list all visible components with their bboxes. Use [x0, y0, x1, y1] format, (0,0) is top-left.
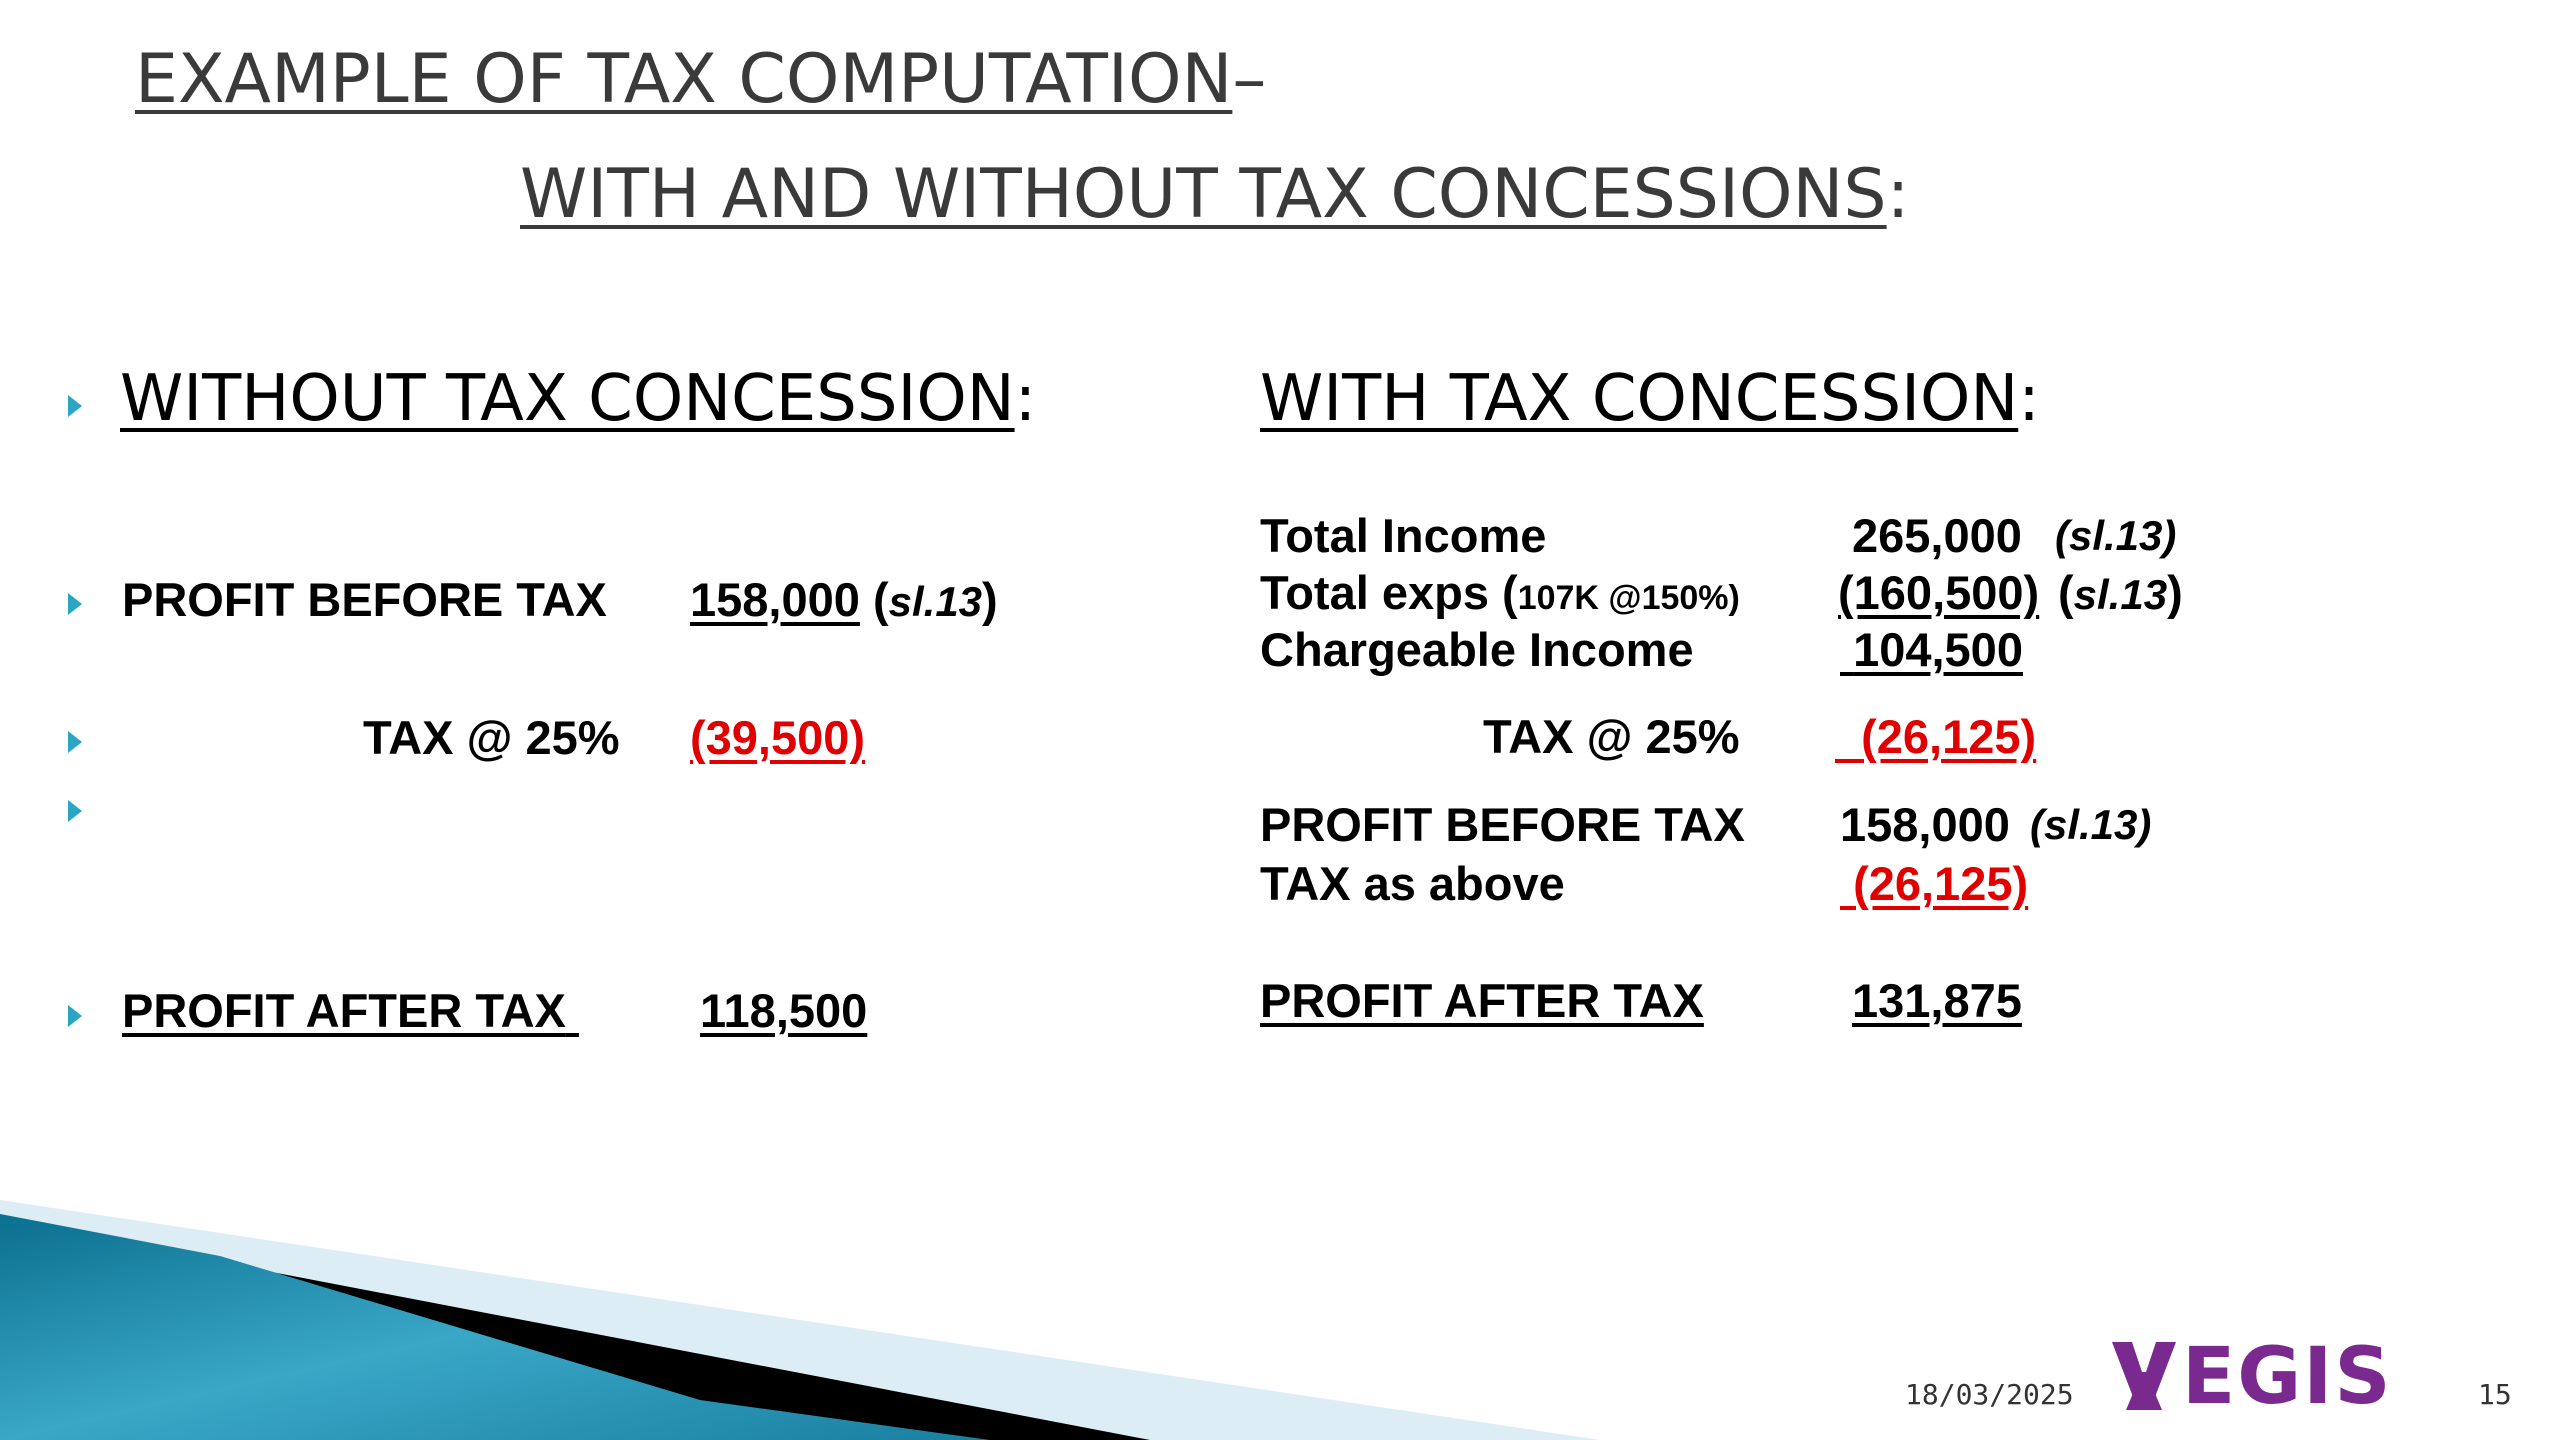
left-pat-value: 118,500: [700, 984, 868, 1037]
total-exps-label-group: [1260, 565, 1740, 620]
title-line2-suffix: :: [1886, 155, 1910, 234]
tax-as-above-value-text: (26,125): [1853, 857, 2029, 910]
aegis-logo-mark-icon: [2112, 1342, 2176, 1410]
right-heading-text: WITH TAX CONCESSION: [1260, 362, 2019, 436]
total-exps-note: 107K @150%): [1517, 579, 1740, 617]
right-pbt-label: PROFIT BEFORE TAX: [1260, 798, 1745, 851]
footer-date: 18/03/2025: [1905, 1378, 2074, 1411]
right-pbt-value: 158,000: [1840, 798, 2010, 851]
bullet-icon: [68, 731, 82, 753]
left-pbt-ref-open: (: [872, 573, 889, 626]
right-heading: [1260, 362, 2040, 436]
bullet-icon: [68, 1005, 82, 1027]
right-tax-value: [1835, 709, 2036, 764]
total-exps-ref-close: ): [2167, 566, 2183, 619]
left-tax-label: TAX @ 25%: [363, 711, 620, 764]
left-heading-suffix: :: [1014, 362, 1037, 436]
left-tax-value: (39,500): [690, 711, 866, 764]
left-pbt-value-group: [690, 572, 998, 627]
right-pat-label: PROFIT AFTER TAX: [1260, 974, 1704, 1027]
title-line2-text: WITH AND WITHOUT TAX CONCESSIONS: [520, 155, 1887, 234]
chargeable-income-value: [1840, 622, 2023, 677]
slide-title-line1: [135, 40, 1266, 119]
chargeable-income-label: Chargeable Income: [1260, 623, 1694, 676]
aegis-logo-text: EGIS: [2182, 1332, 2393, 1422]
right-tax-label: TAX @ 25%: [1483, 710, 1740, 763]
bullet-icon: [68, 800, 82, 822]
left-pat-label: [122, 983, 579, 1038]
tax-as-above-value: [1840, 856, 2028, 911]
total-exps-ref-group: [2058, 565, 2183, 620]
left-pbt-value: 158,000: [690, 573, 860, 626]
total-exps-label: Total exps (: [1260, 566, 1518, 619]
left-pbt-ref: sl.13: [888, 578, 983, 625]
bullet-icon: [68, 593, 82, 615]
total-income-ref: (sl.13): [2055, 512, 2177, 559]
total-exps-ref: sl.13: [2073, 571, 2168, 618]
left-pbt-label: PROFIT BEFORE TAX: [122, 573, 607, 626]
total-exps-value: (160,500): [1838, 566, 2040, 619]
left-pat-label-text: PROFIT AFTER TAX: [122, 984, 566, 1037]
bullet-icon: [68, 395, 82, 417]
right-pat-value: 131,875: [1852, 974, 2022, 1027]
page-number: 15: [2478, 1378, 2512, 1411]
right-heading-suffix: :: [2018, 362, 2040, 436]
total-exps-ref-open: (: [2058, 566, 2074, 619]
decorative-swoosh: [0, 1200, 1600, 1440]
chargeable-income-value-text: 104,500: [1853, 623, 2023, 676]
left-heading-text: WITHOUT TAX CONCESSION: [120, 362, 1015, 436]
title-line1-text: EXAMPLE OF TAX COMPUTATION: [135, 40, 1233, 119]
total-income-label: Total Income: [1260, 509, 1547, 562]
total-income-value: 265,000: [1852, 509, 2022, 562]
right-tax-value-text: (26,125): [1861, 710, 2037, 763]
left-pbt-ref-close: ): [982, 573, 998, 626]
tax-as-above-label: TAX as above: [1260, 857, 1565, 910]
title-line1-suffix: –: [1232, 40, 1267, 119]
left-heading: [120, 362, 1036, 436]
slide-title-line2: [520, 155, 1910, 234]
right-pbt-ref: (sl.13): [2030, 801, 2152, 848]
